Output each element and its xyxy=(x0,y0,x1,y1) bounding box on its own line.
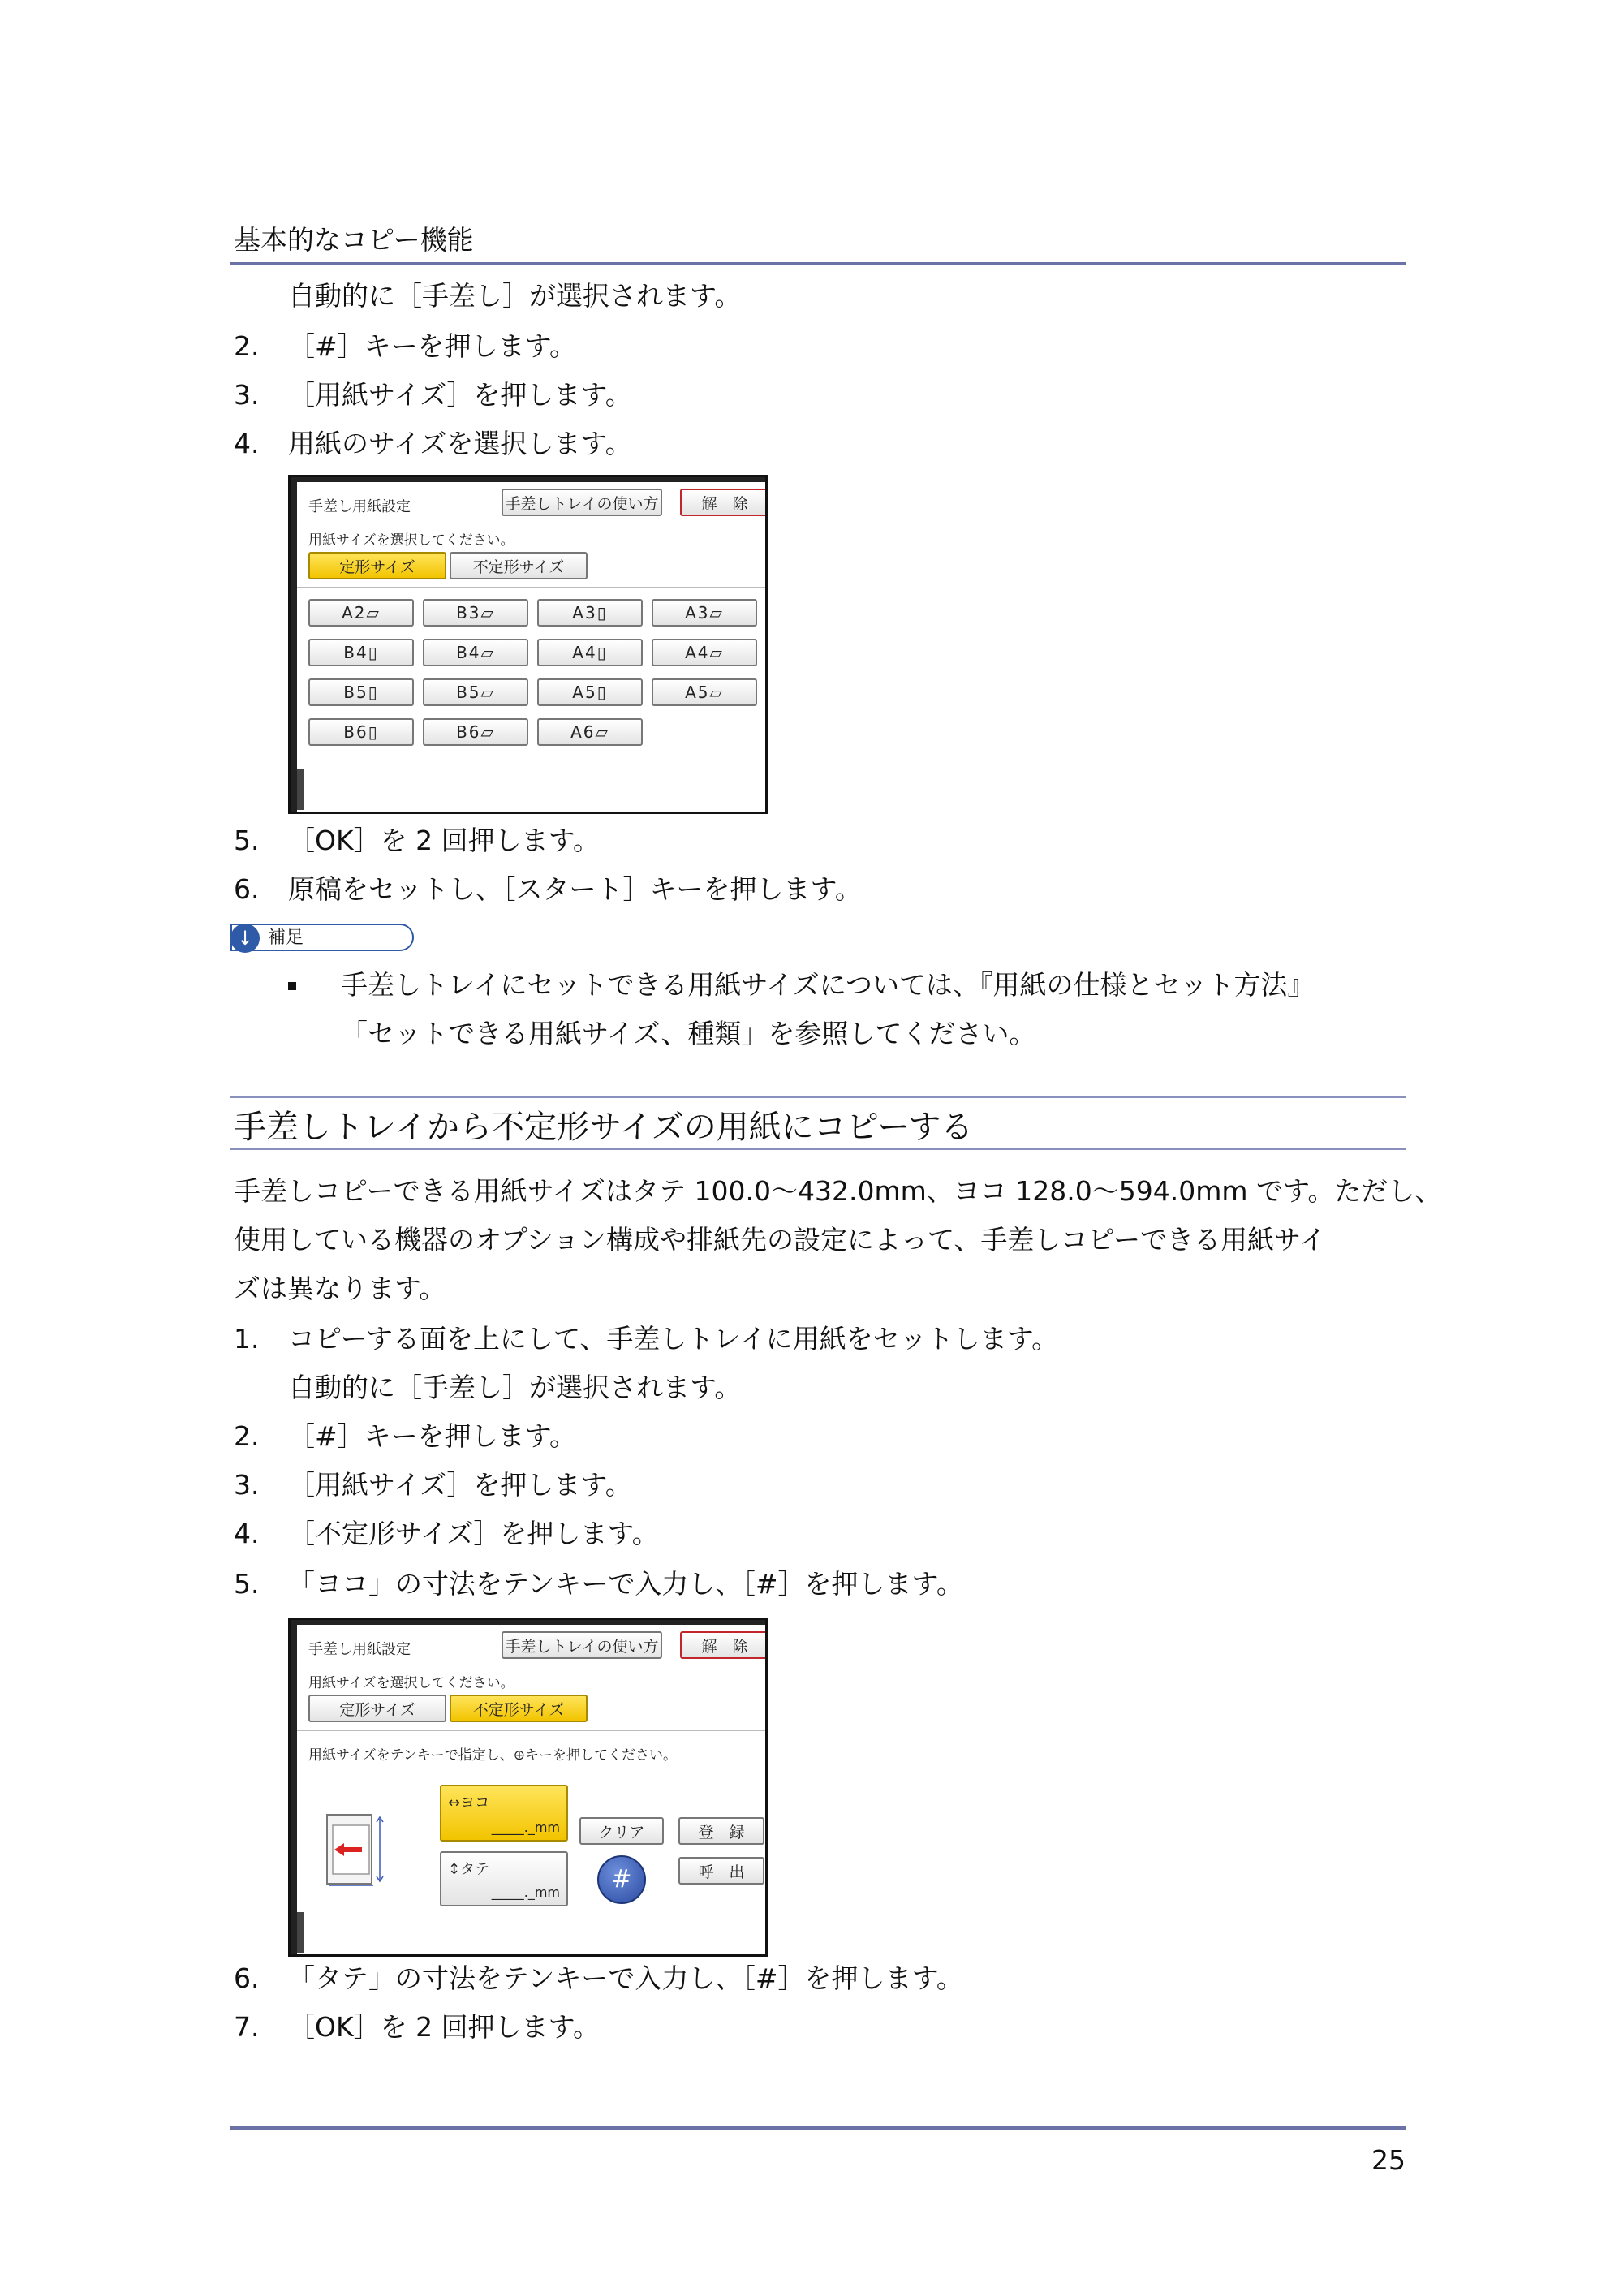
panel-title: 手差し用紙設定 xyxy=(308,498,411,515)
tab-custom-size[interactable]: 不定形サイズ xyxy=(450,1695,588,1722)
size-button[interactable]: B4▱ xyxy=(423,639,528,666)
hash-key-button[interactable]: # xyxy=(597,1855,646,1904)
clear-button[interactable]: クリア xyxy=(579,1817,664,1845)
paper-size-panel-custom xyxy=(288,1618,768,1957)
step-text: ［OK］を 2 回押します。 xyxy=(288,2011,600,2043)
size-button[interactable]: B5▱ xyxy=(423,678,528,706)
panel-title: 手差し用紙設定 xyxy=(308,1641,411,1658)
tab-standard-size[interactable]: 定形サイズ xyxy=(308,1695,446,1722)
step-number: 3. xyxy=(234,379,260,411)
recall-button[interactable]: 呼 出 xyxy=(678,1857,764,1885)
size-button[interactable]: B6▱ xyxy=(423,718,528,746)
tab-custom-size[interactable]: 不定形サイズ xyxy=(450,552,588,579)
size-button[interactable]: A3▯ xyxy=(537,599,643,627)
step-number: 1. xyxy=(234,1323,260,1355)
header-rule xyxy=(230,262,1406,265)
custom-size-instruction: 用紙サイズをテンキーで指定し、⊕キーを押してください。 xyxy=(308,1747,678,1764)
step-number: 2. xyxy=(234,330,260,362)
bullet-icon xyxy=(288,982,296,990)
down-arrow-icon: ↓ xyxy=(230,924,260,953)
paper-size-panel-standard xyxy=(288,475,768,814)
footer-rule xyxy=(230,2126,1406,2130)
tate-label: ↕タテ xyxy=(448,1861,490,1878)
step-number: 3. xyxy=(234,1469,260,1501)
step-text: 「タテ」の寸法をテンキーで入力し、［#］を押します。 xyxy=(288,1962,963,1994)
step-number: 6. xyxy=(234,1962,260,1994)
tray-usage-button[interactable]: 手差しトレイの使い方 xyxy=(502,1631,662,1659)
panel-prompt: 用紙サイズを選択してください。 xyxy=(308,1675,514,1691)
tate-input[interactable] xyxy=(440,1851,568,1906)
step-number: 6. xyxy=(234,873,260,905)
size-button[interactable]: A3▱ xyxy=(652,599,757,627)
size-button[interactable]: A6▱ xyxy=(537,718,643,746)
step-text: 用紙のサイズを選択します。 xyxy=(288,428,632,459)
step-number: 4. xyxy=(234,1518,260,1549)
running-header: 基本的なコピー機能 xyxy=(234,224,474,256)
section-title: 手差しトレイから不定形サイズの用紙にコピーする xyxy=(234,1109,974,1146)
auto-select-note: 自動的に［手差し］が選択されます。 xyxy=(288,280,742,312)
cancel-button[interactable]: 解 除 xyxy=(680,1631,768,1659)
size-button[interactable]: A4▯ xyxy=(537,639,643,666)
hint-text-line2: 「セットできる用紙サイズ、種類」を参照してください。 xyxy=(341,1018,1036,1049)
intro-line: ズは異なります。 xyxy=(234,1273,446,1304)
panel-prompt: 用紙サイズを選択してください。 xyxy=(308,532,514,549)
size-button[interactable]: B6▯ xyxy=(308,718,414,746)
size-button[interactable]: A5▱ xyxy=(652,678,757,706)
section-rule-bottom xyxy=(230,1148,1406,1150)
cancel-button[interactable]: 解 除 xyxy=(680,489,768,516)
step-text: ［用紙サイズ］を押します。 xyxy=(288,379,632,411)
hint-label: 補足 xyxy=(268,928,304,948)
page-number: 25 xyxy=(1371,2144,1406,2176)
step-text: ［OK］を 2 回押します。 xyxy=(288,825,600,856)
step-text: ［#］キーを押します。 xyxy=(288,1420,577,1452)
size-button[interactable]: B4▯ xyxy=(308,639,414,666)
tray-usage-button[interactable]: 手差しトレイの使い方 xyxy=(502,489,662,516)
step-number: 2. xyxy=(234,1420,260,1452)
paper-orientation-illustration xyxy=(323,1811,388,1888)
yoko-value: _____._mm xyxy=(491,1820,560,1835)
step-text: ［#］キーを押します。 xyxy=(288,330,577,362)
intro-line: 使用している機器のオプション構成や排紙先の設定によって、手差しコピーできる用紙サイ xyxy=(234,1224,1326,1256)
intro-line: 手差しコピーできる用紙サイズはタテ 100.0～432.0mm、ヨコ 128.0～594.0mm です。ただし、 xyxy=(234,1175,1442,1207)
step-text: ［不定形サイズ］を押します。 xyxy=(288,1518,659,1549)
section-rule-top xyxy=(230,1096,1406,1098)
size-button[interactable]: A5▯ xyxy=(537,678,643,706)
step-number: 7. xyxy=(234,2011,260,2043)
size-button[interactable]: A2▱ xyxy=(308,599,414,627)
tab-standard-size[interactable]: 定形サイズ xyxy=(308,552,446,579)
step-text: 「ヨコ」の寸法をテンキーで入力し、［#］を押します。 xyxy=(288,1568,963,1600)
step-text: 原稿をセットし、［スタート］キーを押します。 xyxy=(288,873,862,905)
step-number: 5. xyxy=(234,1568,260,1600)
tate-value: _____._mm xyxy=(491,1885,560,1900)
step-number: 4. xyxy=(234,428,260,459)
step-number: 5. xyxy=(234,825,260,856)
size-button[interactable]: A4▱ xyxy=(652,639,757,666)
step-text: ［用紙サイズ］を押します。 xyxy=(288,1469,632,1501)
auto-select-note: 自動的に［手差し］が選択されます。 xyxy=(288,1372,742,1403)
yoko-label: ↔ヨコ xyxy=(448,1794,490,1811)
size-button[interactable]: B3▱ xyxy=(423,599,528,627)
register-button[interactable]: 登 録 xyxy=(678,1817,764,1845)
yoko-input[interactable] xyxy=(440,1785,568,1842)
size-button[interactable]: B5▯ xyxy=(308,678,414,706)
step-text: コピーする面を上にして、手差しトレイに用紙をセットします。 xyxy=(288,1323,1059,1355)
hint-text-line1: 手差しトレイにセットできる用紙サイズについては、『用紙の仕様とセット方法』 xyxy=(341,969,1315,1001)
